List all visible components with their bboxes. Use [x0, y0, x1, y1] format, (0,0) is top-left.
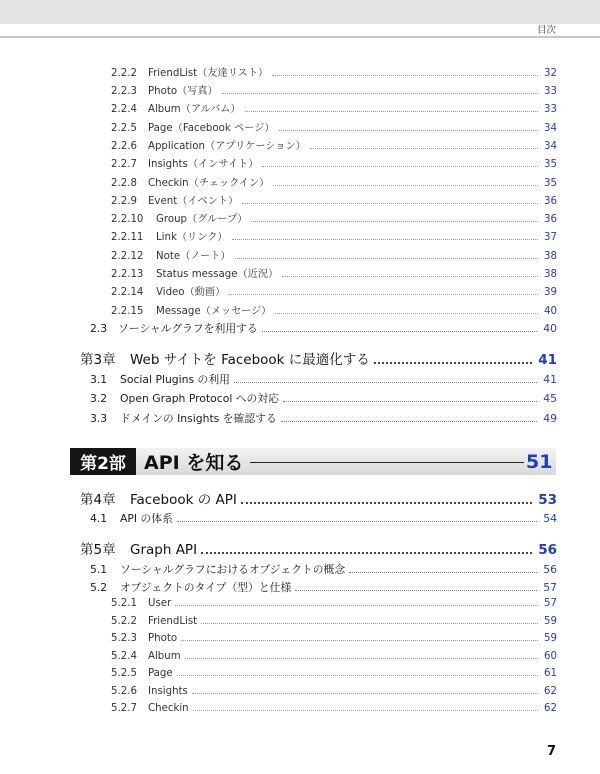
toc-leader	[262, 166, 538, 167]
toc-entry[interactable]	[111, 283, 557, 298]
toc-chapter-page: 56	[538, 542, 557, 558]
toc-entry-number: 5.2.7	[111, 703, 137, 714]
toc-entry-page: 34	[544, 141, 557, 152]
toc-entry-title: Photo（写真）	[148, 86, 218, 97]
toc-leader	[232, 239, 538, 240]
toc-section-page: 41	[543, 373, 557, 386]
toc-entry-number: 2.2.13	[111, 269, 144, 280]
toc-entry-number: 2.2.9	[111, 196, 137, 207]
toc-entry[interactable]	[111, 598, 557, 609]
toc-entry-title: Checkin（チェックイン）	[148, 178, 270, 189]
toc-entry-number: 2.2.4	[111, 104, 137, 115]
toc-entry[interactable]	[111, 703, 557, 714]
toc-leader	[192, 693, 538, 694]
toc-chapter-title: Web サイトを Facebook に最適化する	[130, 352, 370, 368]
toc-leader	[349, 572, 537, 573]
toc-entry-number: 2.2.12	[111, 251, 144, 262]
toc-section-title: Open Graph Protocol への対応	[120, 392, 279, 405]
toc-section[interactable]	[90, 580, 557, 595]
toc-entry-page: 36	[544, 214, 557, 225]
toc-entry-page: 36	[544, 196, 557, 207]
toc-leader	[281, 421, 538, 422]
part-label: 第2部	[70, 448, 136, 475]
toc-entry-title: Link（リンク）	[156, 232, 228, 243]
toc-chapter-5[interactable]	[80, 538, 557, 558]
toc-entry[interactable]	[111, 174, 557, 189]
toc-entry-page: 60	[544, 651, 557, 662]
toc-entry-title: Event（イベント）	[148, 196, 239, 207]
toc-entry-title: Insights	[148, 686, 188, 697]
toc-entry-number: 5.2.1	[111, 598, 137, 609]
toc-chapter-title: Facebook の API	[130, 492, 237, 508]
toc-entry-number: 2.2.14	[111, 287, 144, 298]
toc-section[interactable]	[90, 391, 557, 406]
toc-section[interactable]	[90, 411, 557, 426]
toc-entry-number: 2.2.7	[111, 159, 137, 170]
page-number: 7	[546, 744, 556, 759]
toc-entry-number: 2.2.8	[111, 178, 137, 189]
toc-entry-title: Video（動画）	[156, 287, 226, 298]
toc-leader	[201, 552, 532, 554]
toc-leader	[273, 185, 538, 186]
toc-section[interactable]	[90, 562, 557, 577]
toc-section-number: 5.1	[90, 563, 108, 576]
toc-entry-number: 5.2.3	[111, 633, 137, 644]
toc-section[interactable]	[90, 372, 557, 387]
toc-entry-page: 62	[544, 703, 557, 714]
toc-chapter-3[interactable]	[80, 348, 557, 368]
toc-entry-page: 35	[544, 159, 557, 170]
toc-entry-number: 5.2.4	[111, 651, 137, 662]
toc-entry-title: Page（Facebook ページ）	[148, 123, 275, 134]
toc-leader	[262, 331, 538, 332]
toc-entry-page: 33	[544, 86, 557, 97]
toc-entry-page: 38	[544, 269, 557, 280]
toc-entry-page: 38	[544, 251, 557, 262]
toc-entry[interactable]	[111, 302, 557, 317]
toc-leader	[283, 401, 537, 402]
toc-entry-title: Page	[148, 668, 173, 679]
toc-chapter-title: Graph API	[130, 542, 198, 558]
toc-section-number: 5.2	[90, 581, 108, 594]
toc-chapter-number: 第4章	[80, 492, 116, 508]
toc-leader	[235, 258, 538, 259]
toc-leader	[251, 221, 538, 222]
toc-entry[interactable]	[111, 64, 557, 79]
toc-leader	[177, 675, 538, 676]
toc-entry-page: 33	[544, 104, 557, 115]
toc-entry[interactable]	[111, 100, 557, 115]
toc-section[interactable]	[90, 511, 557, 526]
toc-leader	[181, 640, 538, 641]
toc-leader	[234, 382, 537, 383]
toc-entry-title: Group（グループ）	[156, 214, 248, 225]
header-label: 目次	[536, 25, 556, 36]
toc-entry-title: User	[148, 598, 172, 609]
toc-leader	[242, 203, 538, 204]
toc-section-number: 3.1	[90, 373, 108, 386]
toc-chapter-page: 41	[538, 352, 557, 368]
toc-entry-number: 2.2.2	[111, 68, 137, 79]
header-rule	[0, 36, 600, 38]
toc-entry-page: 39	[544, 287, 557, 298]
toc-entry-page: 32	[544, 68, 557, 79]
toc-leader	[275, 313, 538, 314]
toc-entry-title: Note（ノート）	[156, 251, 231, 262]
toc-chapter-number: 第5章	[80, 542, 116, 558]
toc-leader	[374, 362, 532, 364]
toc-entry[interactable]	[111, 82, 557, 97]
toc-leader	[279, 130, 539, 131]
toc-leader	[282, 276, 538, 277]
toc-entry-page: 59	[544, 616, 557, 627]
toc-entry-number: 5.2.6	[111, 686, 137, 697]
toc-entry-title: Album	[148, 651, 181, 662]
toc-section-page: 40	[543, 322, 557, 335]
toc-entry[interactable]	[111, 137, 557, 152]
toc-section-title: ドメインの Insights を確認する	[120, 412, 277, 425]
toc-entry[interactable]	[111, 668, 557, 679]
toc-section-title: オブジェクトのタイプ（型）と仕様	[120, 581, 292, 594]
toc-section-title: Social Plugins の利用	[120, 373, 230, 386]
toc-entry-number: 5.2.5	[111, 668, 137, 679]
toc-entry-number: 2.2.11	[111, 232, 144, 243]
toc-entry-page: 59	[544, 633, 557, 644]
toc-entry[interactable]	[111, 155, 557, 170]
toc-chapter-4[interactable]	[80, 488, 557, 508]
toc-entry-title: Message（メッセージ）	[156, 306, 272, 317]
toc-chapter-number: 第3章	[80, 352, 116, 368]
toc-entry[interactable]	[111, 210, 557, 225]
toc-leader	[201, 623, 538, 624]
toc-leader	[177, 521, 537, 522]
header-bar	[0, 0, 600, 24]
toc-entry-title: Checkin	[148, 703, 189, 714]
toc-leader	[310, 148, 538, 149]
toc-section-page: 56	[543, 563, 557, 576]
toc-entry[interactable]	[111, 686, 557, 697]
toc-section-title: ソーシャルグラフを利用する	[118, 322, 258, 335]
toc-entry-page: 40	[544, 306, 557, 317]
toc-entry-title: FriendList	[148, 616, 198, 627]
toc-entry-number: 5.2.2	[111, 616, 137, 627]
toc-entry[interactable]	[111, 633, 557, 644]
toc-leader	[245, 111, 538, 112]
toc-entry[interactable]	[111, 192, 557, 207]
toc-leader	[222, 93, 538, 94]
toc-chapter-page: 53	[538, 492, 557, 508]
toc-entry-title: Album（アルバム）	[148, 104, 241, 115]
toc-entry-page: 35	[544, 178, 557, 189]
toc-section-number: 3.2	[90, 392, 108, 405]
toc-entry[interactable]	[111, 265, 557, 280]
toc-section-title: API の体系	[120, 512, 173, 525]
toc-entry-page: 62	[544, 686, 557, 697]
toc-entry-title: Status message（近況）	[156, 269, 279, 280]
toc-entry-title: Application（アプリケーション）	[148, 141, 306, 152]
toc-section-title: ソーシャルグラフにおけるオブジェクトの概念	[120, 563, 346, 576]
toc-section-page: 45	[543, 392, 557, 405]
toc-leader	[241, 502, 532, 504]
toc-entry[interactable]	[111, 247, 557, 262]
toc-section-number: 4.1	[90, 512, 108, 525]
part-leader-line	[250, 462, 524, 463]
toc-entry-number: 2.2.6	[111, 141, 137, 152]
part-title[interactable]: API を知る	[144, 452, 244, 474]
toc-leader	[295, 590, 537, 591]
toc-section-number: 2.3	[90, 322, 108, 335]
toc-leader	[185, 658, 538, 659]
toc-entry[interactable]	[111, 228, 557, 243]
toc-leader	[272, 75, 538, 76]
toc-section[interactable]	[90, 321, 557, 336]
toc-section-page: 49	[543, 412, 557, 425]
toc-entry-number: 2.2.15	[111, 306, 144, 317]
toc-entry-title: Insights（インサイト）	[148, 159, 259, 170]
toc-leader	[229, 294, 538, 295]
toc-leader	[193, 710, 538, 711]
toc-entry[interactable]	[111, 616, 557, 627]
toc-entry[interactable]	[111, 651, 557, 662]
toc-entry-page: 61	[544, 668, 557, 679]
toc-entry-title: Photo	[148, 633, 178, 644]
toc-entry-number: 2.2.5	[111, 123, 137, 134]
toc-section-page: 57	[543, 581, 557, 594]
part-page: 51	[526, 450, 553, 473]
toc-entry-number: 2.2.3	[111, 86, 137, 97]
toc-entry-title: FriendList（友達リスト）	[148, 68, 269, 79]
toc-section-number: 3.3	[90, 412, 108, 425]
toc-entry[interactable]	[111, 119, 557, 134]
toc-leader	[175, 605, 538, 606]
toc-entry-number: 2.2.10	[111, 214, 144, 225]
toc-section-page: 54	[543, 512, 557, 525]
toc-entry-page: 34	[544, 123, 557, 134]
toc-entry-page: 57	[544, 598, 557, 609]
toc-entry-page: 37	[544, 232, 557, 243]
